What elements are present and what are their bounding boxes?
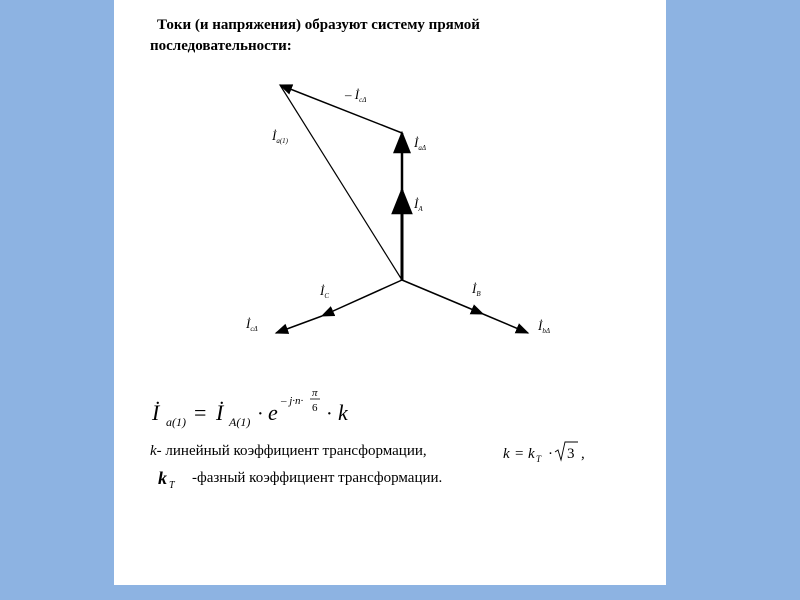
formula-dot-2: ·	[326, 403, 333, 425]
formula-rhs-sub: A(1)	[229, 415, 251, 429]
formula-lhs: İ	[152, 400, 160, 425]
k-text: - линейный коэффициент трансформации,	[156, 443, 427, 459]
slide	[114, 0, 666, 585]
formula-lhs-sub: a(1)	[166, 415, 186, 429]
k-eq-sign: =	[515, 446, 524, 462]
formula-e: e	[268, 400, 278, 425]
label-i-b-delta: $İ_{b\Delta}$	[538, 318, 550, 335]
heading-line-1: Токи (и напряжения) образуют систему прямой	[157, 17, 480, 33]
formula-exp-prefix: – j·n·	[281, 395, 304, 407]
label-i-c-delta: $İ_{c\Delta}$	[246, 316, 258, 333]
label-minus-i-c-delta: – $İ_{c\Delta}$	[345, 87, 367, 104]
k-formula	[503, 442, 585, 464]
kt-text: -фазный коэффициент трансформации.	[192, 470, 443, 486]
k-eq-dot: ·	[548, 446, 553, 462]
formula-equals: =	[194, 400, 207, 425]
kt-label: k	[158, 468, 167, 488]
k-eq-root: 3	[567, 446, 575, 462]
k-description	[150, 443, 427, 460]
label-i-a-delta: $İ_{a\Delta}$	[414, 135, 426, 152]
formula-k: k	[338, 400, 348, 425]
phasor-diagram	[114, 0, 666, 585]
label-i-C: $İ_C$	[320, 283, 330, 300]
vector-minus-i-c-delta	[280, 85, 402, 133]
formula-dot-1: ·	[257, 403, 264, 425]
k-eq-kt: k	[528, 446, 535, 462]
k-eq-lhs: k	[503, 446, 510, 462]
kt-sub: T	[169, 480, 175, 491]
formula-six: 6	[312, 402, 318, 414]
formula-pi: π	[312, 387, 318, 399]
k-label: k	[150, 443, 157, 459]
formula-rhs: İ	[216, 400, 224, 425]
main-formula	[151, 387, 349, 429]
kt-symbol	[158, 468, 176, 491]
vector-i-C	[322, 280, 402, 316]
label-i-B: $İ_B$	[472, 281, 481, 298]
k-eq-kt-sub: T	[536, 454, 542, 464]
label-i-A: $İ_A$	[414, 196, 423, 213]
vector-i-b-delta	[483, 314, 528, 333]
vector-i-a1	[280, 85, 402, 280]
vector-i-c-delta	[276, 316, 322, 333]
vector-i-B	[402, 280, 483, 314]
heading-line-2: последовательности:	[150, 38, 292, 54]
label-i-a1: $İ_{a(1)}$	[272, 128, 289, 145]
k-eq-comma: ,	[581, 446, 585, 462]
